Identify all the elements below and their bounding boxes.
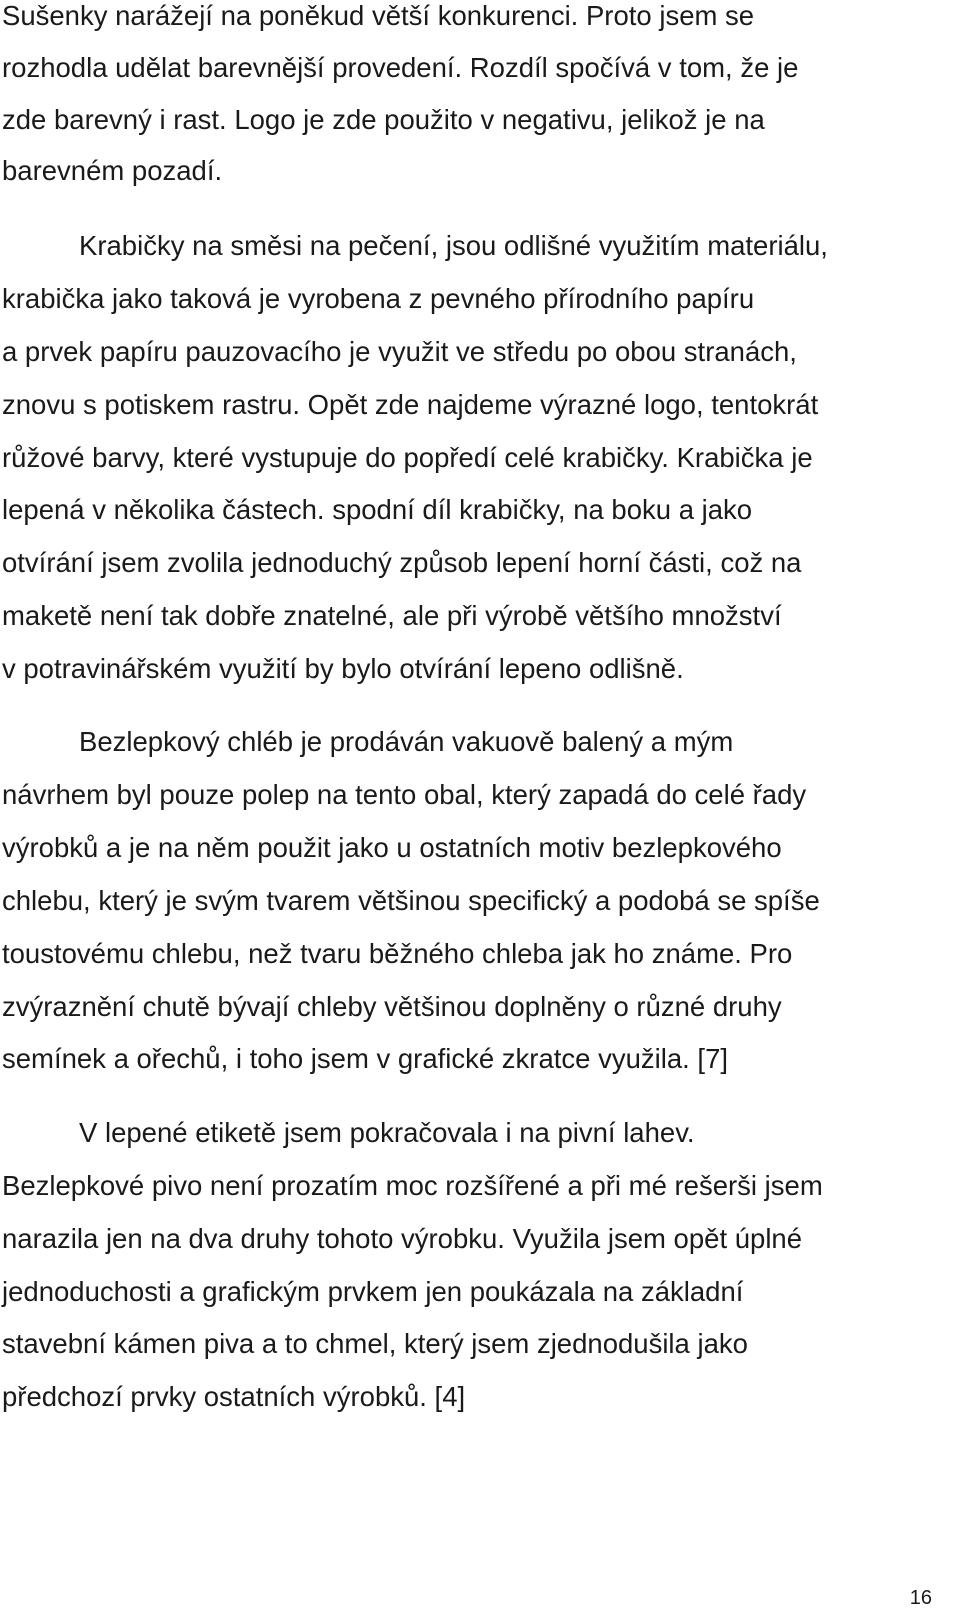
text-line: a prvek papíru pauzovacího je využit ve středu po obou stranách,: [2, 336, 797, 367]
text-line: maketě není tak dobře znatelné, ale při výrobě většího množství: [2, 600, 782, 631]
text-line: výrobků a je na něm použit jako u ostatních motiv bezlepkového: [2, 832, 782, 863]
text-line: jednoduchosti a grafickým prvkem jen poukázala na základní: [2, 1276, 744, 1307]
text-line: otvírání jsem zvolila jednoduchý způsob lepení horní části, což na: [2, 547, 802, 578]
text-line: růžové barvy, které vystupuje do popředí celé krabičky. Krabička je: [2, 442, 813, 473]
text-line: lepená v několika částech. spodní díl krabičky, na boku a jako: [2, 494, 753, 525]
text-line: toustovému chlebu, než tvaru běžného chleba jak ho známe. Pro: [2, 938, 793, 969]
text-line: chlebu, který je svým tvarem většinou specifický a podobá se spíše: [2, 885, 820, 916]
text-line: návrhem byl pouze polep na tento obal, který zapadá do celé řady: [2, 779, 807, 810]
text-line: Krabičky na směsi na pečení, jsou odlišné využitím materiálu,: [79, 230, 828, 261]
text-line: zde barevný i rast. Logo je zde použito v negativu, jelikož je na: [2, 104, 765, 135]
text-line: narazila jen na dva druhy tohoto výrobku. Využila jsem opět úplné: [2, 1223, 803, 1254]
text-line: rozhodla udělat barevnější provedení. Rozdíl spočívá v tom, že je: [2, 52, 799, 83]
text-line: v potravinářském využití by bylo otvírání lepeno odlišně.: [2, 653, 684, 684]
text-line: Bezlepkové pivo není prozatím moc rozšířené a při mé rešerši jsem: [2, 1170, 823, 1201]
text-line: krabička jako taková je vyrobena z pevného přírodního papíru: [2, 283, 755, 314]
text-line: znovu s potiskem rastru. Opět zde najdeme výrazné logo, tentokrát: [2, 389, 819, 420]
text-line: stavební kámen piva a to chmel, který jsem zjednodušila jako: [2, 1328, 748, 1359]
text-line: barevném pozadí.: [2, 155, 223, 186]
text-line: předchozí prvky ostatních výrobků. [4]: [2, 1381, 466, 1412]
text-line: Bezlepkový chléb je prodáván vakuově balený a mým: [79, 726, 734, 757]
text-line: zvýraznění chutě bývají chleby většinou doplněny o různé druhy: [2, 991, 782, 1022]
text-line: V lepené etiketě jsem pokračovala i na pivní lahev.: [79, 1117, 695, 1148]
page-number: 16: [909, 1587, 932, 1609]
text-line: semínek a ořechů, i toho jsem v grafické zkratce využila. [7]: [2, 1043, 728, 1074]
text-line: Sušenky narážejí na poněkud větší konkurenci. Proto jsem se: [2, 0, 755, 31]
